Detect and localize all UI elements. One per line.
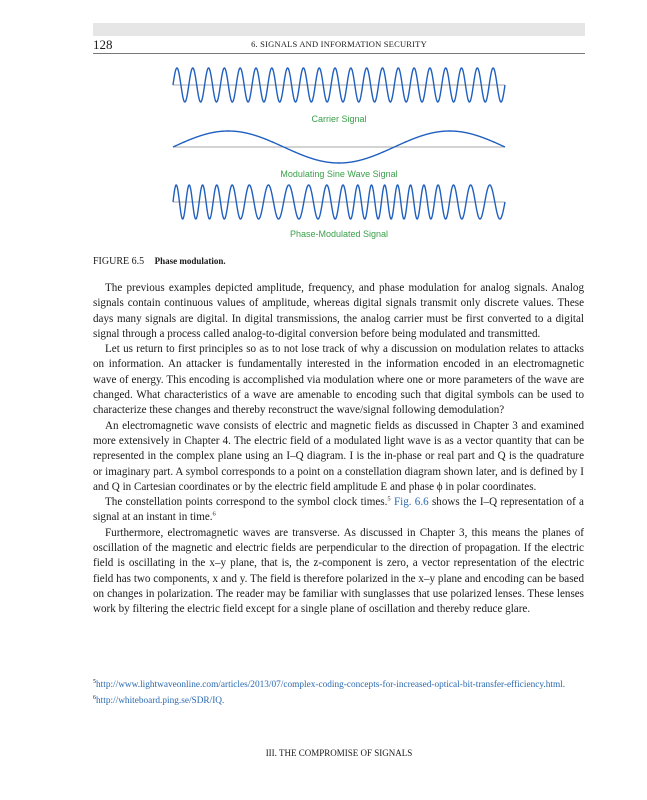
- paragraph: An electromagnetic wave consists of electric and magnetic fields as discussed in Chapter 3 and examined more extensively in Chapter 4. The electric field of a modulated light wave is as a vector quantity that can be represented in the complex plane using an I–Q diagram. I is the in-phase or real part and Q is the quadrature or imaginary part. A symbol corresponds to a point on a constellation diagram shown later, and is defined by I and Q in Cartesian coordinates or by the electric field amplitude E and phase ϕ in polar coordinates.: [93, 419, 584, 493]
- footnotes: [93, 676, 584, 708]
- chapter-title: 6. SIGNALS AND INFORMATION SECURITY: [251, 39, 427, 49]
- footnote-ref[interactable]: 5: [387, 495, 391, 503]
- page-footer: III. THE COMPROMISE OF SIGNALS: [265, 748, 413, 758]
- paragraph: The previous examples depicted amplitude, frequency, and phase modulation for analog signals. Analog signals contain continuous values of amplitude, whereas digital signals transmit only discrete values. These days many signals are digital. In digital transmissions, the analog carrier must be first converted to a digital signal through a process called analog-to-digital conversion before being modulated and transmitted.: [93, 282, 584, 340]
- footnote-mark: 6: [93, 695, 96, 702]
- running-header: [93, 37, 585, 54]
- figure-number: FIGURE 6.5: [93, 256, 145, 267]
- modulating-label: Modulating Sine Wave Signal: [280, 169, 398, 179]
- footnote-ref[interactable]: 6: [212, 510, 216, 518]
- footnote: [93, 676, 584, 692]
- figure-link[interactable]: Fig. 6.6: [393, 496, 429, 509]
- figure-title: Phase modulation.: [154, 256, 226, 266]
- footnote: [93, 692, 584, 708]
- footnote-mark: 5: [93, 679, 96, 685]
- figure-caption: [93, 256, 226, 267]
- footnote-link[interactable]: http://www.lightwaveonline.com/articles/2013/07/complex-coding-concepts-for-increased-optical-bit-transfer-efficiency.html.: [96, 680, 566, 691]
- paragraph: Furthermore, electromagnetic waves are transverse. As discussed in Chapter 3, this means the planes of oscillation of the magnetic and electric fields are perpendicular to the direction of propagation. If the electric field is oscillating in the x–y plane, that is, the z-component is zero, a vector representation of the electric field has two components, x and y. The field is therefore polarized in the x–y plane and encoding can be based on changes in polarization. The reader may be familiar with sunglasses that use polarized lenses. These lenses work by filtering the electric field except for a single plane of oscillation and thereby reduce glare.: [93, 526, 584, 616]
- body-text: [93, 281, 584, 618]
- paragraph: [93, 495, 584, 526]
- top-gray-bar: [93, 23, 585, 36]
- page-number: 128: [93, 37, 113, 52]
- paragraph-text: shows the I–Q representation of a signal at an instant in time.: [93, 496, 584, 524]
- paragraph: Let us return to first principles so as to not lose track of why a discussion on modulation relates to attacks on information. An attacker is fundamentally interested in the information encoded in an electromagnetic wave of energy. This encoding is accomplished via modulation where one or more parameters of the wave are changed. What characteristics of a wave are amenable to encoding such that digital symbols can be used to characterize these changes and thereby reconstruct the wave/signal following demodulation?: [93, 343, 584, 417]
- carrier-label: Carrier Signal: [311, 114, 367, 124]
- phase-modulation-figure: [93, 60, 585, 250]
- phase-modulated-label: Phase-Modulated Signal: [289, 229, 389, 239]
- paragraph-text: The constellation points correspond to the symbol clock times.: [105, 496, 388, 509]
- footnote-link[interactable]: http://whiteboard.ping.se/SDR/IQ.: [96, 696, 225, 707]
